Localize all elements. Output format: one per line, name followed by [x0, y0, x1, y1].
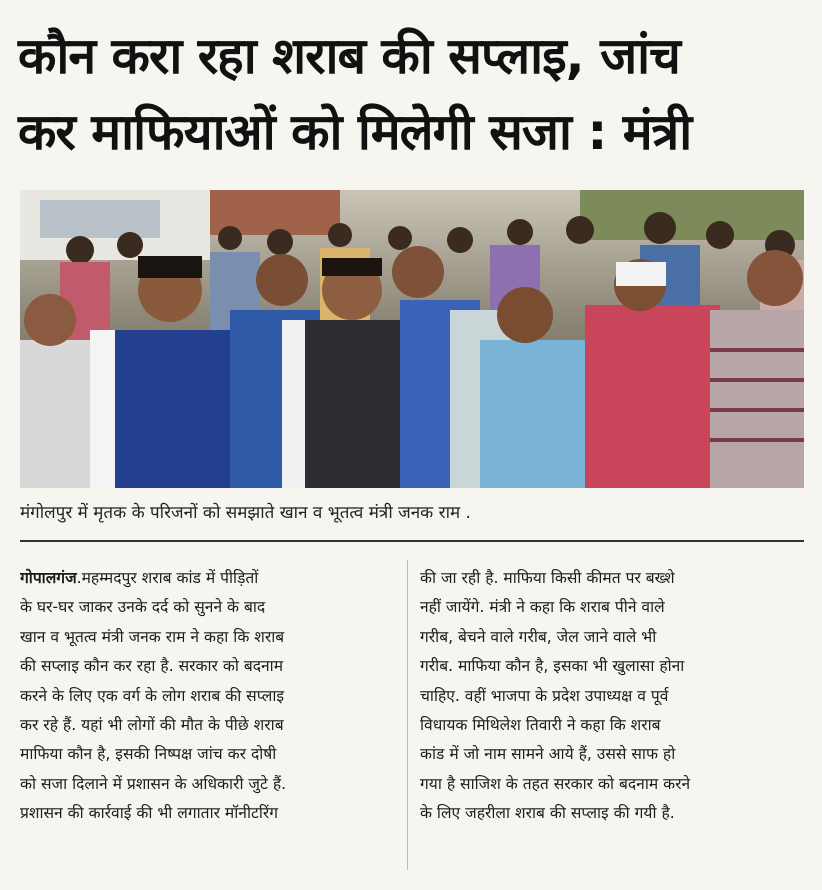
article-line: चाहिए. वहीं भाजपा के प्रदेश उपाध्यक्ष व पूर्व — [420, 686, 669, 705]
caption-divider — [20, 540, 804, 542]
crowd-photo-illustration — [20, 190, 804, 488]
article-line: गया है साजिश के तहत सरकार को बदनाम करने — [420, 774, 691, 793]
article-line: गरीब, बेचने वाले गरीब, जेल जाने वाले भी — [420, 627, 657, 646]
headline-line-1: कौन करा रहा शराब की सप्लाइ, जांच — [18, 27, 680, 85]
headline — [18, 18, 808, 170]
article-line: गरीब. माफिया कौन है, इसका भी खुलासा होना — [420, 657, 685, 676]
news-photo — [20, 190, 804, 488]
article-column-2 — [420, 564, 804, 829]
dateline: गोपालगंज — [20, 569, 77, 587]
article-line: की जा रही है. माफिया किसी कीमत पर बख्शे — [420, 569, 675, 587]
article-line: माफिया कौन है, इसकी निष्पक्ष जांच कर दोषी — [20, 745, 277, 764]
article-line: खान व भूतत्व मंत्री जनक राम ने कहा कि शराब — [20, 627, 285, 646]
article-line: विधायक मिथिलेश तिवारी ने कहा कि शराब — [420, 715, 661, 734]
article-line: कांड में जो नाम सामने आये हैं, उससे साफ हो — [420, 745, 676, 764]
article-line: नहीं जायेंगे. मंत्री ने कहा कि शराब पीने वाले — [420, 598, 665, 617]
article-line: को सजा दिलाने में प्रशासन के अधिकारी जुटे हैं. — [20, 774, 287, 793]
article-column-1 — [20, 564, 404, 829]
article-line: के लिए जहरीला शराब की सप्लाइ की गयी है. — [420, 804, 675, 823]
article-line: कर रहे हैं. यहां भी लोगों की मौत के पीछे शराब — [20, 715, 284, 734]
article-line: प्रशासन की कार्रवाई की भी लगातार मॉनीटरिंग — [20, 804, 279, 823]
article-line: की सप्लाइ कौन कर रहा है. सरकार को बदनाम — [20, 657, 284, 676]
article-line: करने के लिए एक वर्ग के लोग शराब की सप्लाइ — [20, 686, 285, 705]
headline-line-2: कर माफियाओं को मिलेगी सजा : मंत्री — [18, 103, 692, 161]
column-divider — [407, 560, 408, 870]
article-line: के घर-घर जाकर उनके दर्द को सुनने के बाद — [20, 598, 266, 617]
article-line: गोपालगंज.महम्मदपुर शराब कांड में पीड़ितों — [20, 569, 259, 587]
photo-caption: मंगोलपुर में मृतक के परिजनों को समझाते खान व भूतत्व मंत्री जनक राम . — [20, 503, 471, 523]
